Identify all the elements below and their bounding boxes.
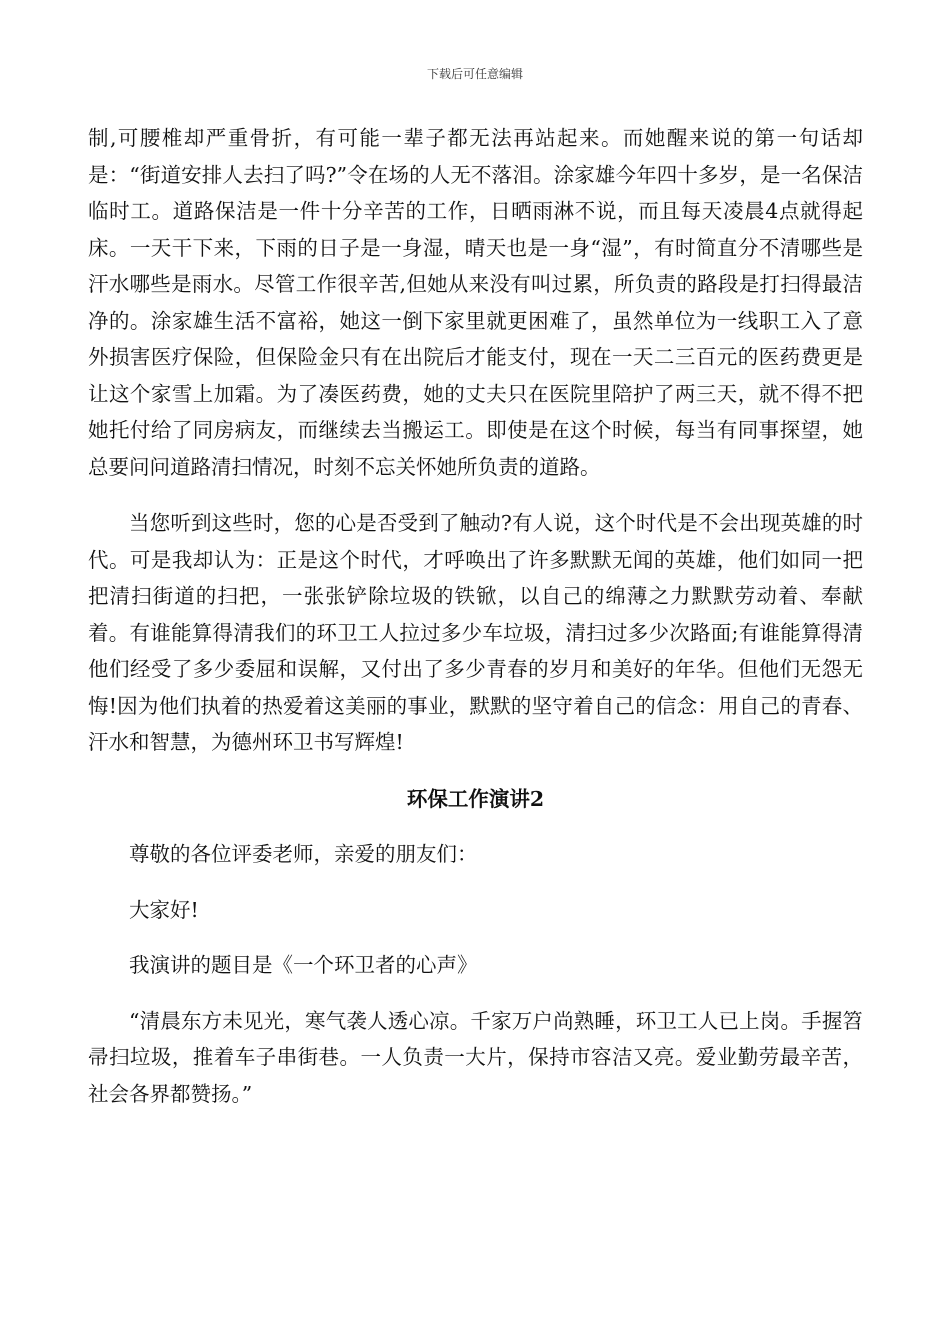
section-title: 环保工作演讲2 — [406, 786, 545, 811]
speech-topic: 我演讲的题目是《一个环卫者的心声》 — [129, 953, 478, 977]
paragraph-continued: 制,可腰椎却严重骨折，有可能一辈子都无法再站起来。而她醒来说的第一句话却是：“街道安排人去扫了吗?”令在场的人无不落泪。涂家雄今年四十多岁，是一名保洁临时工。道路保洁是一件十分辛苦的工作，日晒雨淋不说，而且每天凌晨4点就得起床。一天干下来，下雨的日子是一身湿，晴天也是一身“湿”，有时简直分不清哪些是汗水哪些是雨水。尽管工作很辛苦,但她从来没有叫过累，所负责的路段是打扫得最洁净的。涂家雄生活不富裕，她这一倒下家里就更困难了，虽然单位为一线职工入了意外损害医疗保险，但保险金只有在出院后才能支付，现在一天二三百元的医药费更是让这个家雪上加霜。为了凑医药费，她的丈夫只在医院里陪护了两三天，就不得不把她托付给了同房病友，而继续去当搬运工。即使是在这个时候，每当有同事探望，她总要问问道路清扫情况，时刻不忘关怀她所负责的道路。 — [88, 126, 863, 479]
document-body — [88, 120, 863, 1112]
paragraph-hero-reflection: 当您听到这些时，您的心是否受到了触动?有人说，这个时代是不会出现英雄的时代。可是我却认为：正是这个时代，才呼唤出了许多默默无闻的英雄，他们如同一把把清扫街道的扫把，一张张铲除垃圾的铁锨，以自己的绵薄之力默默劳动着、奉献着。有谁能算得清我们的环卫工人拉过多少车垃圾，清扫过多少次路面;有谁能算得清他们经受了多少委屈和误解，又付出了多少青春的岁月和美好的年华。但他们无怨无悔!因为他们执着的热爱着这美丽的事业，默默的坚守着自己的信念：用自己的青春、汗水和智慧，为德州环卫书写辉煌! — [88, 511, 863, 754]
poem-quote: “清晨东方未见光，寒气袭人透心凉。千家万户尚熟睡，环卫工人已上岗。手握笤帚扫垃圾，推着车子串街巷。一人负责一大片，保持市容洁又亮。爱业勤劳最辛苦，社会各界都赞扬。” — [88, 1008, 863, 1106]
salutation: 尊敬的各位评委老师，亲爱的朋友们： — [129, 842, 478, 866]
greeting: 大家好! — [129, 897, 199, 922]
page-header: 下载后可任意编辑 — [426, 67, 523, 81]
